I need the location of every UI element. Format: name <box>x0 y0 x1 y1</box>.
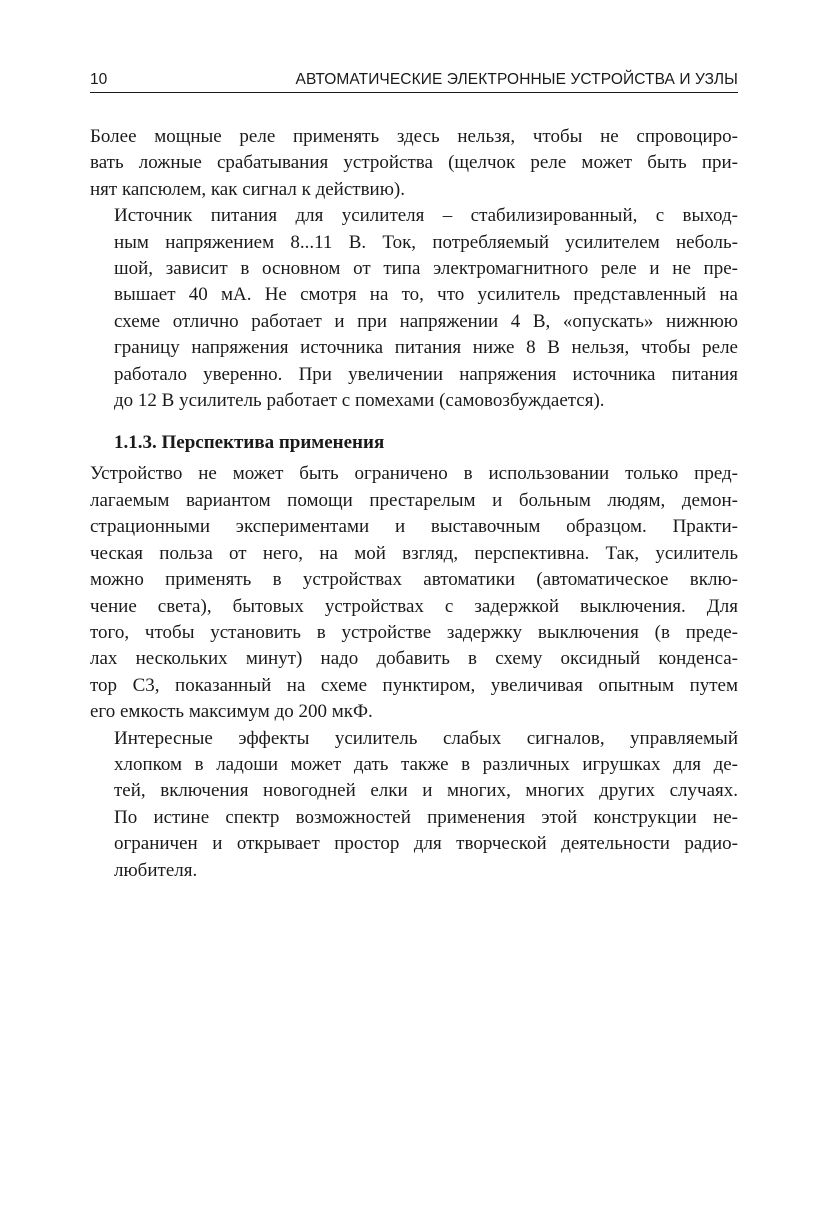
paragraph-relay-warning <box>90 124 738 203</box>
text-line: работало уверенно. При увеличении напряжения источника питания <box>114 363 738 385</box>
text-line: до 12 В усилитель работает с помехами (самовозбуждается). <box>114 390 605 412</box>
text-line: Интересные эффекты усилитель слабых сигналов, управляемый <box>114 727 738 749</box>
text-line: можно применять в устройствах автоматики (автоматическое вклю- <box>90 569 738 591</box>
text-line: Устройство не может быть ограничено в использовании только пред- <box>90 463 738 485</box>
text-line: По истине спектр возможностей применения этой конструкции не- <box>114 806 738 828</box>
text-line: того, чтобы установить в устройстве задержку выключения (в преде- <box>90 621 738 643</box>
text-line: чение света), бытовых устройствах с задержкой выключения. Для <box>90 595 738 617</box>
text-line: тор С3, показанный на схеме пунктиром, увеличивая опытным путем <box>90 674 738 696</box>
paragraph-power-supply <box>90 203 738 414</box>
text-line: шой, зависит в основном от типа электромагнитного реле и не пре- <box>114 258 738 280</box>
text-line: хлопком в ладоши может дать также в различных игрушках для де- <box>114 753 738 775</box>
text-line: любителя. <box>114 859 198 881</box>
text-line: Источник питания для усилителя – стабилизированный, с выход- <box>114 205 738 227</box>
running-title: АВТОМАТИЧЕСКИЕ ЭЛЕКТРОННЫЕ УСТРОЙСТВА И УЗЛЫ <box>295 71 738 88</box>
text-line: схеме отлично работает и при напряжении 4 В, «опускать» нижнюю <box>114 310 738 332</box>
text-line: ограничен и открывает простор для творческой деятельности радио- <box>114 833 738 855</box>
text-line: вать ложные срабатывания устройства (щелчок реле может быть при- <box>90 152 738 174</box>
text-line: ческая польза от него, на мой взгляд, перспективна. Так, усилитель <box>90 542 738 564</box>
body-text <box>90 124 738 884</box>
section-heading: 1.1.3. Перспектива применения <box>114 432 385 454</box>
text-line: тей, включения новогодней елки и многих, многих других случаях. <box>114 780 738 802</box>
text-line: Более мощные реле применять здесь нельзя, чтобы не спровоциро- <box>90 126 738 147</box>
text-line: нят капсюлем, как сигнал к действию). <box>90 178 405 200</box>
paragraph-effects <box>90 726 738 884</box>
text-line: ным напряжением 8...11 В. Ток, потребляемый усилителем неболь- <box>114 231 738 253</box>
book-page <box>90 0 738 1211</box>
text-line: лагаемым вариантом помощи престарелым и больным людям, демон- <box>90 489 738 511</box>
text-line: вышает 40 мА. Не смотря на то, что усилитель представленный на <box>114 284 738 306</box>
paragraph-applications <box>90 461 738 725</box>
page-number: 10 <box>90 71 108 88</box>
text-line: его емкость максимум до 200 мкФ. <box>90 701 373 723</box>
text-line: границу напряжения источника питания ниже 8 В нельзя, чтобы реле <box>114 337 738 359</box>
text-line: лах нескольких минут) надо добавить в схему оксидный конденса- <box>90 648 738 670</box>
text-line: страционными экспериментами и выставочным образцом. Практи- <box>90 516 738 538</box>
running-header <box>90 68 738 93</box>
